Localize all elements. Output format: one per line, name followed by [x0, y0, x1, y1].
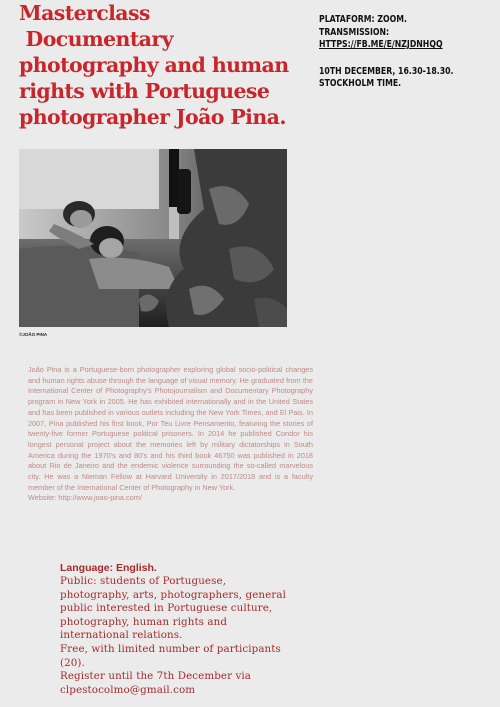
event-date: 10TH DECEMBER, 16.30-18.30.	[319, 65, 454, 77]
detail-line: Free, with limited number of participants	[60, 642, 281, 655]
participation-info	[60, 562, 290, 697]
title-line: Masterclass	[19, 1, 150, 25]
title-line: rights with Portuguese	[19, 79, 270, 103]
detail-line: photography, arts, photographers, general	[60, 588, 287, 601]
website-link[interactable]: Website: http://www.joao-pina.com/	[28, 493, 142, 503]
documentary-photo	[19, 149, 287, 327]
photographer-bio	[28, 365, 313, 504]
title-line: photographer João Pina.	[19, 105, 286, 129]
transmission-link[interactable]: HTTPS://FB.ME/E/NZJDNHQQ	[319, 39, 443, 50]
bio-text: João Pina is a Portuguese-born photographer exploring global socio-political changes and human rights abuse through the language of visual memory. He graduated from the International Center of Photography's Photojournalism and Documentary Photography program in New York in 2005. He has exhibited internationally and in the United States and has been published in various outlets including the New York Times, and El Pais. In 2007, Pina published his first book, Por Teu Livre Pensamento, featuring the stories of twenty-five former Portuguese political prisoners. In 2014 he published Condor his longest personal project about the memories left by military dictatorships in South America during the 1970's and 80's and his third book 46750 was published in 2018 about Rio de Janeiro and the endemic violence surrounding the so-called marvelous city. He was a Nieman Fellow at Harvard University in 2017/2018 and is a faculty member of the International Center of Photography in New York.	[28, 365, 313, 492]
title-line: Documentary	[19, 27, 173, 51]
event-timezone: STOCKHOLM TIME.	[319, 78, 402, 89]
photo-credit: ©JOÃO PINA	[19, 332, 48, 337]
detail-line: international relations.	[60, 629, 183, 642]
detail-line: public interested in Portuguese culture,	[60, 602, 273, 615]
detail-line: Register until the 7th December via	[60, 670, 252, 683]
audience-details	[60, 575, 290, 697]
page-title	[19, 0, 299, 130]
detail-line: Public: students of Portuguese,	[60, 575, 227, 587]
transmission-label: TRANSMISSION:	[319, 26, 390, 38]
photo-illustration	[19, 149, 287, 327]
register-email[interactable]: clpestocolmo@gmail.com	[60, 683, 196, 696]
title-line: photography and human	[19, 53, 289, 77]
language-text: Language: English.	[60, 562, 157, 574]
detail-line: photography, human rights and	[60, 615, 228, 628]
platform-text: PLATAFORM: ZOOM.	[319, 14, 407, 25]
event-details	[319, 14, 458, 91]
detail-line: (20).	[60, 656, 85, 669]
